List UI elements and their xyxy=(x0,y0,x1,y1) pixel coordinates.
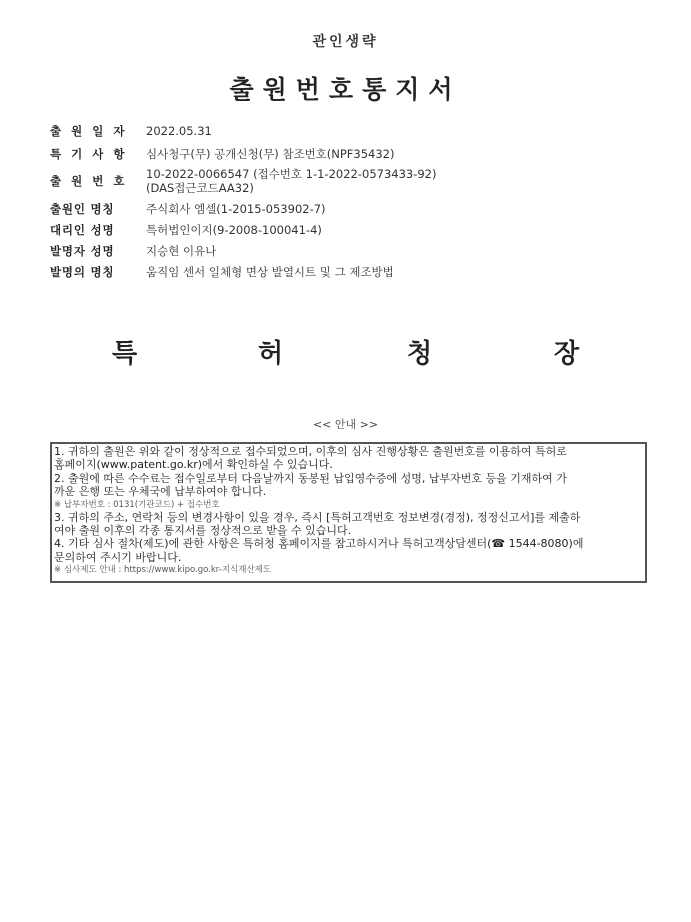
field-value: 심사청구(무) 공개신청(무) 참조번호(NPF35432) xyxy=(146,147,395,161)
field-value: 2022.05.31 xyxy=(146,124,212,138)
field-label: 출 원 번 호 xyxy=(50,174,128,188)
field-value: 10-2022-0066547 (접수번호 1-1-2022-0573433-92) xyxy=(146,167,437,181)
field-value: 움직임 센서 일체형 면상 발열시트 및 그 제조방법 xyxy=(146,265,394,279)
issuing-office xyxy=(0,333,691,373)
notice-line: 1. 귀하의 출원은 위와 같이 정상적으로 접수되었으며, 이후의 심사 진행상황은 출원번호를 이용하여 특허로 xyxy=(54,445,567,458)
office-char: 청 xyxy=(407,339,433,369)
field-invention-title xyxy=(50,265,650,279)
field-agent-name xyxy=(50,223,650,237)
field-inventor-name xyxy=(50,244,650,258)
notice-line: 3. 귀하의 주소, 연락처 등의 변경사항이 있을 경우, 즉시 [특허고객번호 정보변경(경정), 정정신고서]를 제출하 xyxy=(54,510,581,524)
field-value: (DAS접근코드AA32) xyxy=(146,181,254,195)
notice-box xyxy=(50,442,647,583)
field-label: 대리인 성명 xyxy=(50,223,115,237)
office-char: 장 xyxy=(554,339,580,369)
field-value: 특허법인이지(9-2008-100041-4) xyxy=(146,223,322,237)
notice-heading: << 안내 >> xyxy=(312,418,379,431)
document-title: 출원번호통지서 xyxy=(229,75,462,104)
field-value: 지승현 이유나 xyxy=(146,244,217,258)
notice-line: 문의하여 주시기 바랍니다. xyxy=(54,550,182,564)
field-label: 특 기 사 항 xyxy=(50,147,128,161)
application-details xyxy=(50,124,650,279)
office-char: 허 xyxy=(258,339,284,369)
notice-line: 홈페이지(www.patent.go.kr)에서 확인하실 수 있습니다. xyxy=(54,458,333,472)
field-label: 발명의 명칭 xyxy=(50,265,115,279)
notice-line: 까운 은행 또는 우체국에 납부하여야 합니다. xyxy=(54,485,267,499)
field-special-notes xyxy=(50,147,650,161)
seal-omitted-note: 관인생략 xyxy=(312,34,379,50)
field-application-number xyxy=(50,167,650,195)
field-label: 출 원 일 자 xyxy=(50,124,128,138)
field-applicant-name xyxy=(50,202,650,216)
notice-note: ※ 심사제도 안내 : https://www.kipo.go.kr-지식재산제도 xyxy=(54,565,272,576)
field-value: 주식회사 엠셀(1-2015-053902-7) xyxy=(146,202,326,216)
notice-line: 여야 출원 이후의 각종 통지서를 정상적으로 받을 수 있습니다. xyxy=(54,524,352,538)
field-filing-date xyxy=(50,124,650,138)
field-label: 발명자 성명 xyxy=(50,244,115,258)
notice-line: 2. 출원에 따른 수수료는 접수일로부터 다음날까지 동봉된 납입영수증에 성명, 납부자번호 등을 기재하여 가 xyxy=(54,471,567,485)
notice-line: 4. 기타 심사 절차(제도)에 관한 사항은 특허청 홈페이지를 참고하시거나 특허고객상담센터(☎ 1544-8080)에 xyxy=(54,537,584,551)
office-char: 특 xyxy=(112,339,138,369)
notice-note: ※ 납부자번호 : 0131(기관코드) + 접수번호 xyxy=(54,499,220,510)
field-label: 출원인 명칭 xyxy=(50,202,115,216)
